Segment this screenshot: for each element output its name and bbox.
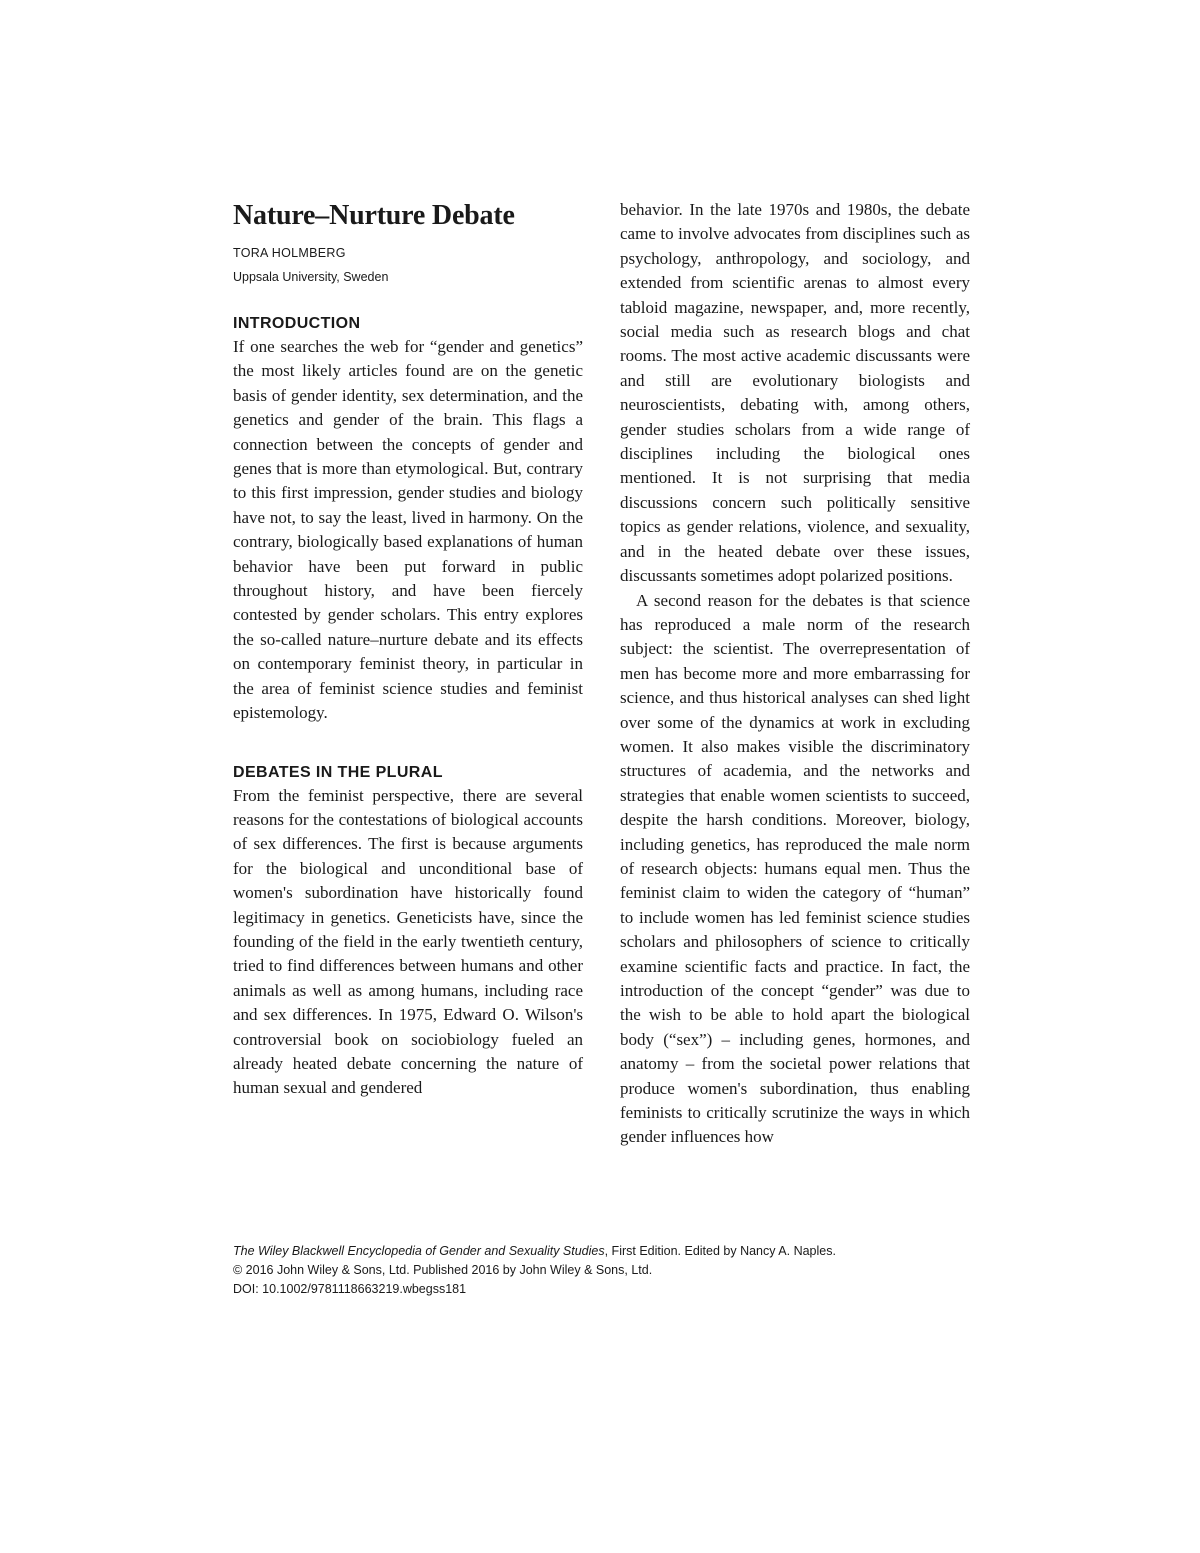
doi-line: DOI: 10.1002/9781118663219.wbegss181 <box>233 1282 467 1296</box>
citation-details: , First Edition. Edited by Nancy A. Naples. <box>604 1244 836 1258</box>
article-title: Nature–Nurture Debate <box>233 200 515 231</box>
introduction-paragraph: If one searches the web for “gender and genetics” the most likely articles found are on the genetic basis of gender identity, sex determination, and the genetics and gender of the brain. This flags a connection between the concepts of gender and genes that is more than etymological. But, contrary to this first impression, gender studies and biology have not, to say the least, lived in harmony. On the contrary, biologically based explanations of human behavior have been put forward in public throughout history, and have been fiercely contested by gender scholars. This entry explores the so-called nature–nurture debate and its effects on contemporary feminist theory, in particular in the area of feminist science studies and feminist epistemology. <box>233 337 583 723</box>
left-column <box>233 198 583 1101</box>
author-affiliation: Uppsala University, Sweden <box>233 270 389 284</box>
debates-paragraph-1: From the feminist perspective, there are several reasons for the contestations of biological accounts of sex differences. The first is because arguments for the biological and unconditional base of women's subordination have historically found legitimacy in genetics. Geneticists have, since the founding of the field in the early twentieth century, tried to find differences between humans and other animals as well as among humans, including race and sex differences. In 1975, Edward O. Wilson's controversial book on sociobiology fueled an already heated debate concerning the nature of human sexual and gendered <box>233 785 583 1098</box>
debates-paragraph-1-continued: behavior. In the late 1970s and 1980s, the debate came to involve advocates from disciplines such as psychology, anthropology, and sociology, and extended from scientific arenas to almost every tabloid magazine, newspaper, and, more recently, social media such as research blogs and chat rooms. The most active academic discussants were and still are evolutionary biologists and neuroscientists, debating with, among others, gender studies scholars from a wide range of disciplines including the biological ones mentioned. It is not surprising that media discussions concern such politically sensitive topics as gender relations, violence, and sexuality, and in the heated debate over these issues, discussants sometimes adopt polarized positions. <box>620 200 970 586</box>
introduction-heading: INTRODUCTION <box>233 315 361 332</box>
citation-footer <box>233 1242 973 1299</box>
copyright-line: © 2016 John Wiley & Sons, Ltd. Published 2016 by John Wiley & Sons, Ltd. <box>233 1263 653 1277</box>
right-column <box>620 198 970 1150</box>
author-name: TORA HOLMBERG <box>233 246 346 260</box>
debates-heading: DEBATES IN THE PLURAL <box>233 763 443 781</box>
debates-paragraph-2: A second reason for the debates is that science has reproduced a male norm of the research subject: the scientist. The overrepresentation of men has become more and more embarrassing for science, and thus historical analyses can shed light over some of the dynamics at work in excluding women. It also makes visible the discriminatory structures of academia, and the networks and strategies that enable women scientists to succeed, despite the harsh conditions. Moreover, biology, including genetics, has reproduced the male norm of research objects: humans equal men. Thus the feminist claim to widen the category of “human” to include women has led feminist science studies scholars and philosophers of science to critically examine scientific facts and practice. In fact, the introduction of the concept “gender” was due to the wish to be able to hold apart the biological body (“sex”) – including genes, hormones, and anatomy – from the societal power relations that produce women's subordination, thus enabling feminists to critically scrutinize the ways in which gender influences how <box>620 590 970 1147</box>
citation-line <box>233 1242 973 1261</box>
citation-title: The Wiley Blackwell Encyclopedia of Gender and Sexuality Studies <box>233 1244 605 1258</box>
